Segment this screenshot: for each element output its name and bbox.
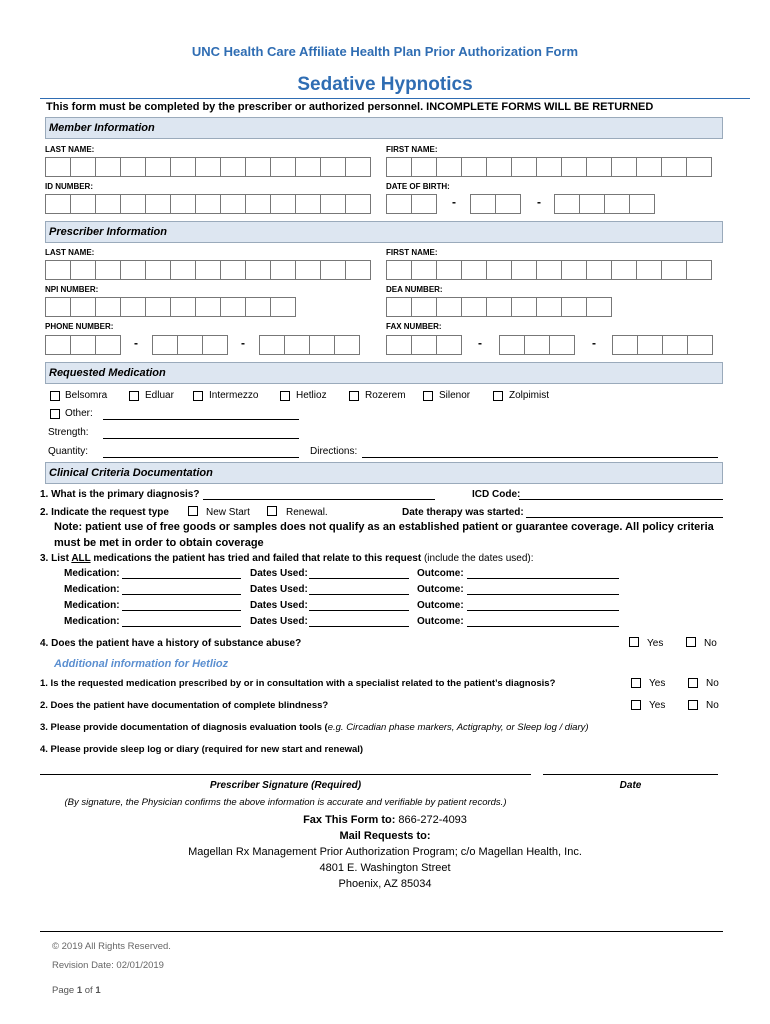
directions-input-line[interactable]: [362, 457, 718, 458]
diagnosis-tools-instruction: 3. Please provide documentation of diagnosis evaluation tools (e.g. Circadian phase markers, Actigraphy, or Sleep log / diary): [40, 722, 589, 733]
signature-statement: (By signature, the Physician confirms the above information is accurate and verifiable by patient records.): [64, 797, 507, 808]
member-dob-label: DATE OF BIRTH:: [386, 182, 450, 191]
clinical-section-header: Clinical Criteria Documentation: [45, 462, 723, 484]
hetlioz-specialist-question: 1. Is the requested medication prescribed by or in consultation with a specialist related to the patient’s diagnosis?: [40, 678, 556, 689]
phone-separator: -: [241, 336, 245, 350]
edluar-checkbox[interactable]: [129, 391, 139, 401]
date-started-label: Date therapy was started:: [402, 507, 524, 518]
phone-area-boxes[interactable]: [45, 335, 120, 355]
date-label: Date: [619, 780, 642, 791]
dob-separator: -: [537, 195, 541, 209]
specialist-no-label: No: [706, 678, 719, 689]
directions-label: Directions:: [310, 446, 358, 457]
dates-used-input-line[interactable]: [309, 610, 409, 611]
quantity-input-line[interactable]: [103, 457, 299, 458]
phone-label: PHONE NUMBER:: [45, 322, 114, 331]
fax-separator: -: [592, 336, 596, 350]
mail-address-line3: Phoenix, AZ 85034: [338, 878, 432, 890]
silenor-label: Silenor: [439, 390, 471, 401]
other-checkbox[interactable]: [50, 409, 60, 419]
prescriber-last-name-label: LAST NAME:: [45, 248, 95, 257]
revision-date: Revision Date: 02/01/2019: [52, 960, 164, 971]
strength-label: Strength:: [48, 427, 89, 438]
signature-line[interactable]: [40, 774, 531, 775]
hetlioz-heading: Additional information for Hetlioz: [54, 658, 229, 670]
blindness-yes-label: Yes: [649, 700, 666, 711]
form-subtitle: Sedative Hypnotics: [297, 74, 473, 95]
coverage-note: Note: patient use of free goods or samples does not qualify as an established patient or guarantee coverage. All policy criteria: [54, 521, 714, 533]
other-label: Other:: [65, 408, 93, 419]
outcome-label: Outcome:: [417, 584, 464, 595]
substance-yes-label: Yes: [647, 638, 664, 649]
new-start-label: New Start: [206, 507, 250, 518]
date-started-input-line[interactable]: [526, 517, 723, 518]
blindness-no-checkbox[interactable]: [688, 700, 698, 710]
dates-used-label: Dates Used:: [250, 600, 308, 611]
fax-line-boxes[interactable]: [612, 335, 712, 355]
mail-heading: Mail Requests to:: [339, 830, 431, 842]
icd-label: ICD Code:: [472, 489, 521, 500]
form-title: UNC Health Care Affiliate Health Plan Prior Authorization Form: [191, 44, 579, 59]
phone-line-boxes[interactable]: [259, 335, 359, 355]
sleep-log-instruction: 4. Please provide sleep log or diary (required for new start and renewal): [40, 744, 364, 755]
blindness-no-label: No: [706, 700, 719, 711]
outcome-input-line[interactable]: [467, 578, 619, 579]
blindness-yes-checkbox[interactable]: [631, 700, 641, 710]
dates-used-label: Dates Used:: [250, 568, 308, 579]
outcome-label: Outcome:: [417, 568, 464, 579]
medication-input-line[interactable]: [122, 594, 241, 595]
npi-boxes[interactable]: [45, 297, 295, 317]
mail-address-line1: Magellan Rx Management Prior Authorization Program; c/o Magellan Health, Inc.: [188, 846, 582, 858]
fax-label: FAX NUMBER:: [386, 322, 442, 331]
substance-no-label: No: [704, 638, 717, 649]
page-indicator: Page 1 of 1: [52, 985, 101, 996]
dates-used-label: Dates Used:: [250, 616, 308, 627]
member-id-boxes[interactable]: [45, 194, 370, 214]
dob-separator: -: [452, 195, 456, 209]
mail-address-line2: 4801 E. Washington Street: [319, 862, 451, 874]
medication-label: Medication:: [64, 568, 120, 579]
outcome-label: Outcome:: [417, 600, 464, 611]
rozerem-label: Rozerem: [365, 390, 406, 401]
member-last-name-label: LAST NAME:: [45, 145, 95, 154]
dates-used-input-line[interactable]: [309, 578, 409, 579]
member-first-name-boxes[interactable]: [386, 157, 711, 177]
medication-label: Medication:: [64, 584, 120, 595]
other-input-line[interactable]: [103, 419, 299, 420]
failed-meds-question: 3. List ALL medications the patient has tried and failed that relate to this request (include the dates used):: [40, 553, 534, 564]
strength-input-line[interactable]: [103, 438, 299, 439]
belsomra-label: Belsomra: [65, 390, 108, 401]
dea-boxes[interactable]: [386, 297, 611, 317]
specialist-yes-checkbox[interactable]: [631, 678, 641, 688]
member-dob-month-boxes[interactable]: [386, 194, 436, 214]
member-dob-year-boxes[interactable]: [554, 194, 654, 214]
substance-no-checkbox[interactable]: [686, 637, 696, 647]
member-last-name-boxes[interactable]: [45, 157, 370, 177]
request-type-question: 2. Indicate the request type: [40, 507, 169, 518]
title-rule: [40, 98, 750, 99]
medication-label: Medication:: [64, 600, 120, 611]
completion-notice: This form must be completed by the prescriber or authorized personnel. INCOMPLETE FORMS WILL BE RETURNED: [46, 101, 654, 113]
zolpimist-label: Zolpimist: [509, 390, 550, 401]
prescriber-first-name-boxes[interactable]: [386, 260, 711, 280]
diagnosis-input-line[interactable]: [203, 499, 435, 500]
date-line[interactable]: [543, 774, 718, 775]
coverage-note-line2: must be met in order to obtain coverage: [54, 537, 264, 549]
outcome-input-line[interactable]: [467, 626, 619, 627]
prescriber-first-name-label: FIRST NAME:: [386, 248, 438, 257]
specialist-no-checkbox[interactable]: [688, 678, 698, 688]
dates-used-input-line[interactable]: [309, 594, 409, 595]
outcome-input-line[interactable]: [467, 594, 619, 595]
member-dob-day-boxes[interactable]: [470, 194, 520, 214]
medication-input-line[interactable]: [122, 626, 241, 627]
medication-section-header: Requested Medication: [45, 362, 723, 384]
specialist-yes-label: Yes: [649, 678, 666, 689]
outcome-input-line[interactable]: [467, 610, 619, 611]
icd-input-line[interactable]: [519, 499, 723, 500]
fax-separator: -: [478, 336, 482, 350]
belsomra-checkbox[interactable]: [50, 391, 60, 401]
renewal-checkbox[interactable]: [267, 506, 277, 516]
member-id-label: ID NUMBER:: [45, 182, 93, 191]
footer-rule: [40, 931, 723, 932]
medication-input-line[interactable]: [122, 578, 241, 579]
intermezzo-label: Intermezzo: [209, 390, 259, 401]
dates-used-input-line[interactable]: [309, 626, 409, 627]
dates-used-label: Dates Used:: [250, 584, 308, 595]
fax-area-boxes[interactable]: [386, 335, 461, 355]
prescriber-section-header: Prescriber Information: [45, 221, 723, 243]
medication-label: Medication:: [64, 616, 120, 627]
zolpimist-checkbox[interactable]: [493, 391, 503, 401]
fax-prefix-boxes[interactable]: [499, 335, 574, 355]
fax-instructions: Fax This Form to: 866-272-4093: [303, 814, 467, 826]
hetlioz-label: Hetlioz: [296, 390, 327, 401]
substance-yes-checkbox[interactable]: [629, 637, 639, 647]
copyright-text: © 2019 All Rights Reserved.: [52, 941, 171, 952]
member-section-header: Member Information: [45, 117, 723, 139]
rozerem-checkbox[interactable]: [349, 391, 359, 401]
edluar-label: Edluar: [145, 390, 174, 401]
prescriber-last-name-boxes[interactable]: [45, 260, 370, 280]
signature-label: Prescriber Signature (Required): [209, 780, 362, 791]
quantity-label: Quantity:: [48, 446, 89, 457]
diagnosis-question: 1. What is the primary diagnosis?: [40, 489, 200, 500]
intermezzo-checkbox[interactable]: [193, 391, 203, 401]
medication-input-line[interactable]: [122, 610, 241, 611]
silenor-checkbox[interactable]: [423, 391, 433, 401]
substance-abuse-question: 4. Does the patient have a history of substance abuse?: [40, 638, 302, 649]
dea-label: DEA NUMBER:: [386, 285, 443, 294]
outcome-label: Outcome:: [417, 616, 464, 627]
blindness-question: 2. Does the patient have documentation of complete blindness?: [40, 700, 329, 711]
npi-label: NPI NUMBER:: [45, 285, 99, 294]
new-start-checkbox[interactable]: [188, 506, 198, 516]
hetlioz-checkbox[interactable]: [280, 391, 290, 401]
phone-prefix-boxes[interactable]: [152, 335, 227, 355]
renewal-label: Renewal.: [286, 507, 328, 518]
phone-separator: -: [134, 336, 138, 350]
member-first-name-label: FIRST NAME:: [386, 145, 438, 154]
